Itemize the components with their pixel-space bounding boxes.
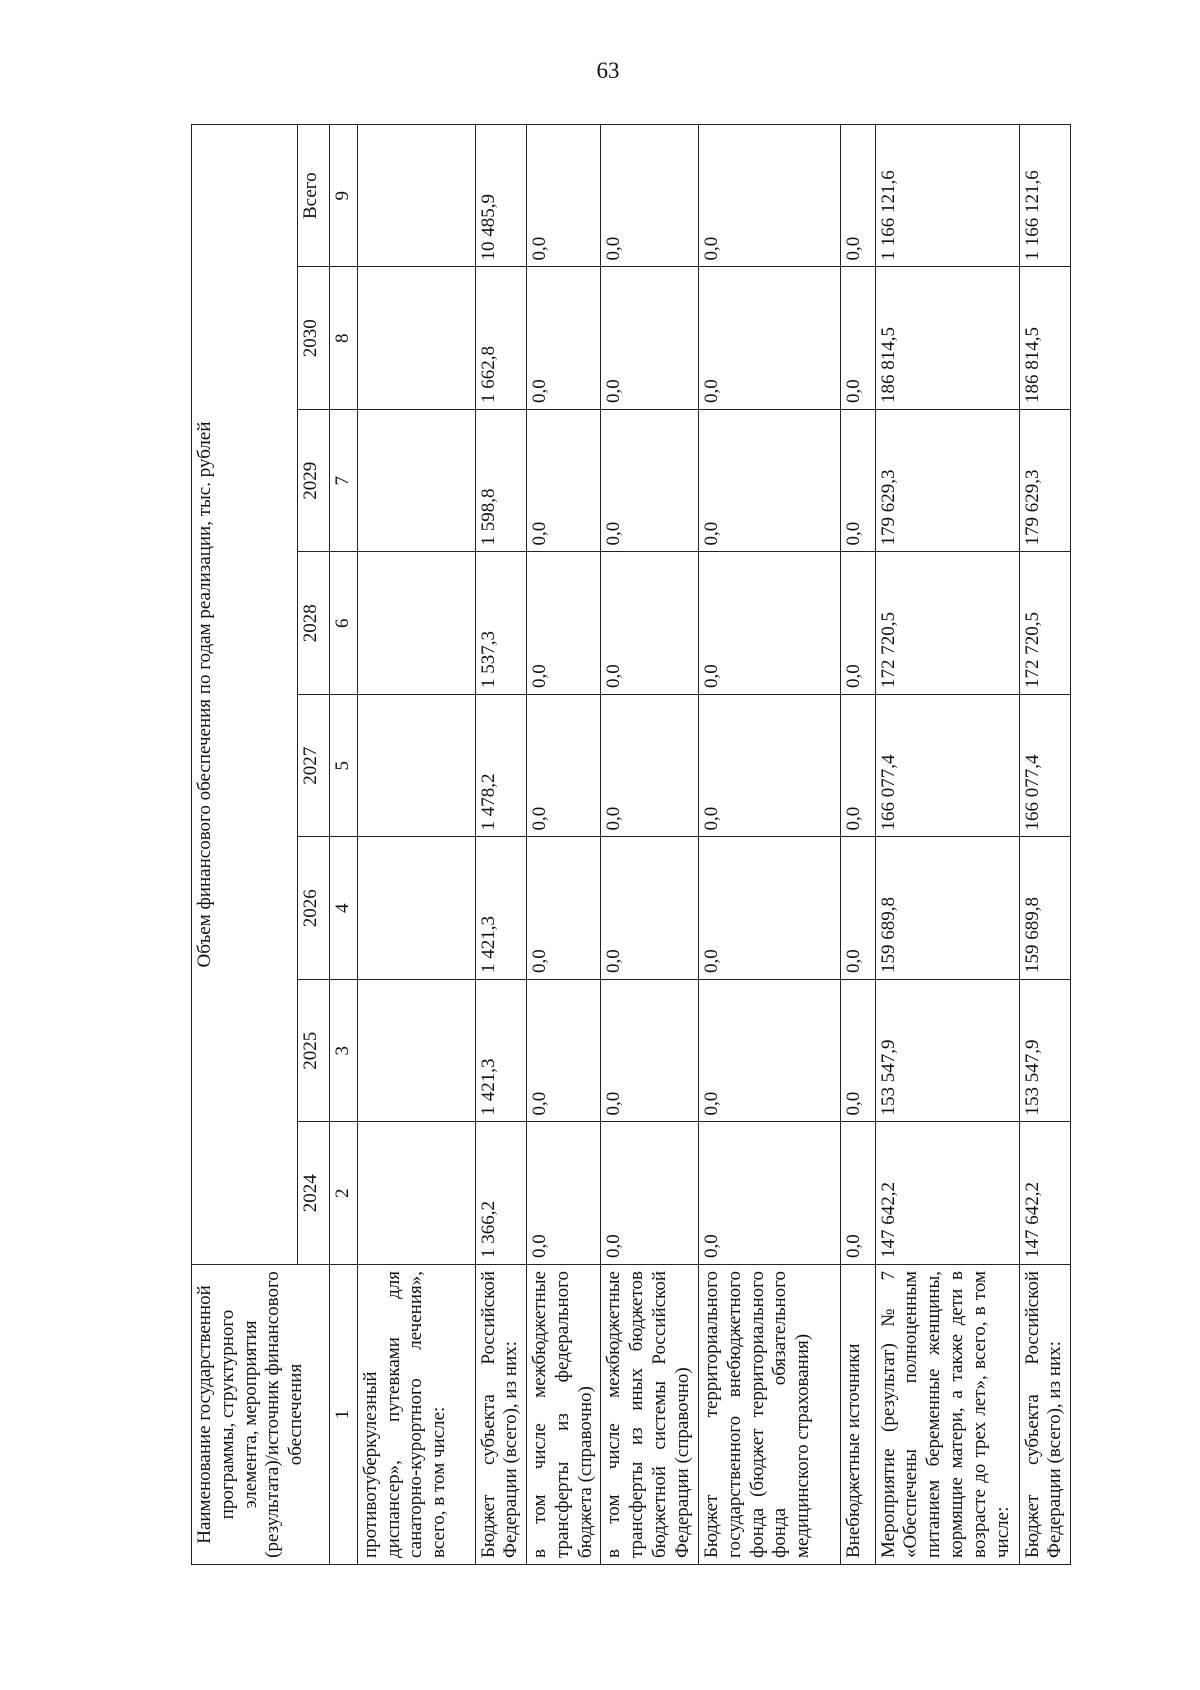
value-cell: 0,0 <box>601 980 699 1123</box>
row-label: Внебюджетные источники <box>841 1265 876 1565</box>
year-header: 2026 <box>298 837 330 980</box>
value-cell: 179 629,3 <box>1019 410 1070 553</box>
value-cell <box>357 552 475 695</box>
value-cell: 1 537,3 <box>475 552 526 695</box>
value-cell: 0,0 <box>699 695 841 838</box>
value-cell: 147 642,2 <box>875 1122 1019 1265</box>
financing-table <box>191 124 1071 1565</box>
column-number: 4 <box>330 837 358 980</box>
value-cell: 0,0 <box>841 837 876 980</box>
value-cell: 0,0 <box>841 124 876 267</box>
value-cell: 0,0 <box>601 1122 699 1265</box>
value-cell: 0,0 <box>699 267 841 410</box>
value-cell: 159 689,8 <box>1019 837 1070 980</box>
column-number-row <box>330 124 358 1564</box>
value-cell: 179 629,3 <box>875 410 1019 553</box>
page-number: 63 <box>596 58 620 83</box>
value-cell: 0,0 <box>699 410 841 553</box>
value-cell: 1 598,8 <box>475 410 526 553</box>
column-number: 9 <box>330 124 358 267</box>
year-header: 2028 <box>298 552 330 695</box>
value-cell: 186 814,5 <box>1019 267 1070 410</box>
value-cell <box>357 1122 475 1265</box>
value-cell: 0,0 <box>699 837 841 980</box>
value-cell: 172 720,5 <box>875 552 1019 695</box>
table-row <box>475 124 526 1564</box>
value-cell: 1 421,3 <box>475 980 526 1123</box>
value-cell: 0,0 <box>526 695 601 838</box>
value-cell: 1 478,2 <box>475 695 526 838</box>
column-number: 8 <box>330 267 358 410</box>
table-row <box>1019 124 1070 1564</box>
column-number: 3 <box>330 980 358 1123</box>
row-label: в том числе межбюджетные трансферты из иных бюджетов бюджетной системы Российской Федерации (справочно) <box>601 1265 699 1565</box>
financing-group-header: Объем финансового обеспечения по годам реализации, тыс. рублей <box>192 124 298 1264</box>
row-label: Бюджет территориального государственного внебюджетного фонда (бюджет территориального фонда обязательного медицинского страхования) <box>699 1265 841 1565</box>
value-cell: 0,0 <box>526 1122 601 1265</box>
value-cell <box>357 410 475 553</box>
value-cell: 166 077,4 <box>875 695 1019 838</box>
value-cell: 0,0 <box>699 124 841 267</box>
value-cell: 172 720,5 <box>1019 552 1070 695</box>
column-number: 7 <box>330 410 358 553</box>
value-cell: 0,0 <box>841 1122 876 1265</box>
value-cell <box>357 837 475 980</box>
table-row <box>841 124 876 1564</box>
value-cell: 0,0 <box>841 980 876 1123</box>
year-header: 2030 <box>298 267 330 410</box>
rotated-table-container <box>191 125 1071 1565</box>
row-label: в том числе межбюджетные трансферты из федерального бюджета (справочно) <box>526 1265 601 1565</box>
column-number: 1 <box>330 1265 358 1565</box>
value-cell: 147 642,2 <box>1019 1122 1070 1265</box>
value-cell: 0,0 <box>699 1122 841 1265</box>
value-cell: 0,0 <box>526 410 601 553</box>
value-cell: 0,0 <box>526 552 601 695</box>
table-row <box>357 124 475 1564</box>
year-header: 2029 <box>298 410 330 553</box>
value-cell: 0,0 <box>601 410 699 553</box>
value-cell: 0,0 <box>526 124 601 267</box>
value-cell: 1 662,8 <box>475 267 526 410</box>
table-row <box>875 124 1019 1564</box>
row-label: Мероприятие (результат) № 7 «Обеспечены полноценным питанием беременные женщины, кормящие матери, а также дети в возрасте до трех лет», всего, в том числе: <box>875 1265 1019 1565</box>
value-cell: 159 689,8 <box>875 837 1019 980</box>
value-cell <box>357 980 475 1123</box>
value-cell: 0,0 <box>526 980 601 1123</box>
value-cell: 0,0 <box>526 837 601 980</box>
value-cell: 0,0 <box>601 124 699 267</box>
name-column-header: Наименование государственной программы, структурного элемента, мероприятия (результата)/источник финансового обеспечения <box>192 1265 330 1565</box>
value-cell: 1 166 121,6 <box>1019 124 1070 267</box>
year-header: 2027 <box>298 695 330 838</box>
value-cell <box>357 695 475 838</box>
value-cell: 153 547,9 <box>875 980 1019 1123</box>
column-number: 5 <box>330 695 358 838</box>
value-cell: 0,0 <box>841 410 876 553</box>
year-header: 2025 <box>298 980 330 1123</box>
value-cell <box>357 124 475 267</box>
value-cell: 1 366,2 <box>475 1122 526 1265</box>
value-cell: 0,0 <box>601 837 699 980</box>
value-cell: 0,0 <box>841 552 876 695</box>
value-cell: 0,0 <box>526 267 601 410</box>
row-label: Бюджет субъекта Российской Федерации (всего), из них: <box>475 1265 526 1565</box>
value-cell: 0,0 <box>841 695 876 838</box>
column-number: 2 <box>330 1122 358 1265</box>
value-cell: 166 077,4 <box>1019 695 1070 838</box>
value-cell: 0,0 <box>841 267 876 410</box>
value-cell: 10 485,9 <box>475 124 526 267</box>
value-cell: 0,0 <box>601 552 699 695</box>
value-cell: 153 547,9 <box>1019 980 1070 1123</box>
value-cell: 0,0 <box>699 552 841 695</box>
value-cell: 1 166 121,6 <box>875 124 1019 267</box>
value-cell: 0,0 <box>601 267 699 410</box>
year-header: Всего <box>298 124 330 267</box>
column-number: 6 <box>330 552 358 695</box>
value-cell: 1 421,3 <box>475 837 526 980</box>
year-header: 2024 <box>298 1122 330 1265</box>
value-cell: 0,0 <box>601 695 699 838</box>
value-cell: 0,0 <box>699 980 841 1123</box>
row-label: противотуберкулезный диспансер», путевками для санаторно-курортного лечения», всего, в том числе: <box>357 1265 475 1565</box>
value-cell <box>357 267 475 410</box>
row-label: Бюджет субъекта Российской Федерации (всего), из них: <box>1019 1265 1070 1565</box>
value-cell: 186 814,5 <box>875 267 1019 410</box>
table-row <box>526 124 601 1564</box>
table-row <box>699 124 841 1564</box>
table-row <box>601 124 699 1564</box>
